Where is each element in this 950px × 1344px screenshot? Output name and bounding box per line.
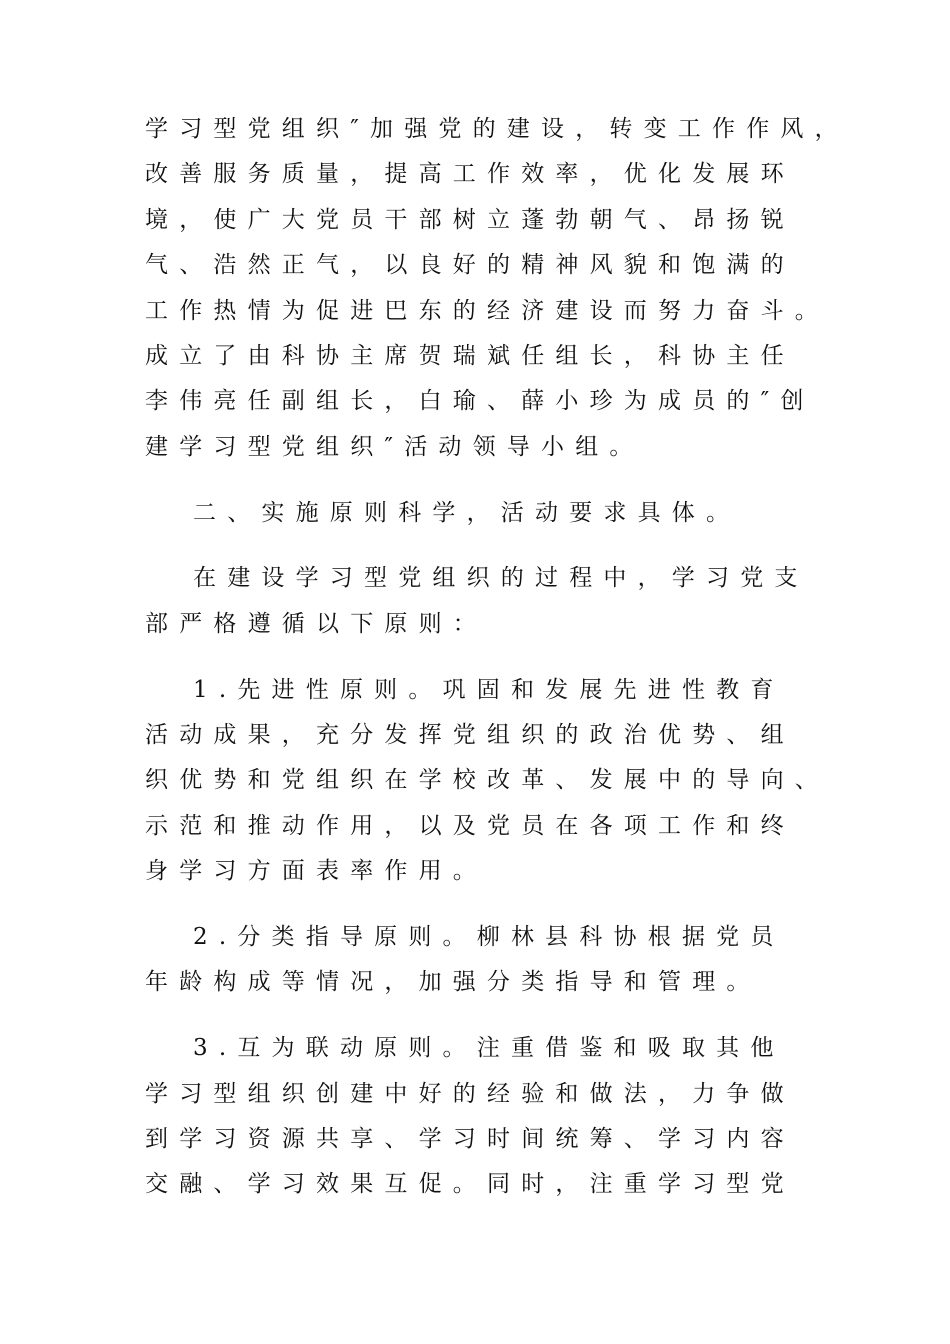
paragraph-line: 部严格遵循以下原则：: [145, 611, 487, 637]
paragraph-line: 3.互为联动原则。注重借鉴和吸取其他: [193, 1035, 785, 1061]
paragraph-line: 学习型组织创建中好的经验和做法，力争做: [145, 1081, 795, 1107]
paragraph-line: 学习型党组织″加强党的建设，转变工作作风，: [145, 116, 849, 142]
paragraph-line: 工作热情为促进巴东的经济建设而努力奋斗。: [145, 298, 829, 324]
paragraph-line: 境，使广大党员干部树立蓬勃朝气、昂扬锐: [145, 207, 795, 233]
paragraph-line: 成立了由科协主席贺瑞斌任组长，科协主任: [145, 343, 795, 369]
paragraph-line: 身学习方面表率作用。: [145, 858, 487, 884]
paragraph-line: 1.先进性原则。巩固和发展先进性教育: [193, 677, 785, 703]
paragraph-line: 气、浩然正气，以良好的精神风貌和饱满的: [145, 252, 795, 278]
paragraph-line: 李伟亮任副组长，白瑜、薛小珍为成员的″创: [145, 388, 815, 414]
paragraph-line: 2.分类指导原则。柳林县科协根据党员: [193, 924, 785, 950]
paragraph-line: 年龄构成等情况，加强分类指导和管理。: [145, 969, 761, 995]
paragraph-line: 交融、学习效果互促。同时，注重学习型党: [145, 1171, 795, 1197]
paragraph-line: 建学习型党组织″活动领导小组。: [145, 434, 644, 460]
paragraph-line: 织优势和党组织在学校改革、发展中的导向、: [145, 767, 829, 793]
paragraph-line: 示范和推动作用，以及党员在各项工作和终: [145, 813, 795, 839]
paragraph-line: 活动成果，充分发挥党组织的政治优势、组: [145, 722, 795, 748]
section-heading: 二、实施原则科学，活动要求具体。: [193, 500, 741, 526]
paragraph-line: 改善服务质量，提高工作效率，优化发展环: [145, 161, 795, 187]
paragraph-line: 到学习资源共享、学习时间统筹、学习内容: [145, 1126, 795, 1152]
paragraph-line: 在建设学习型党组织的过程中，学习党支: [193, 565, 809, 591]
